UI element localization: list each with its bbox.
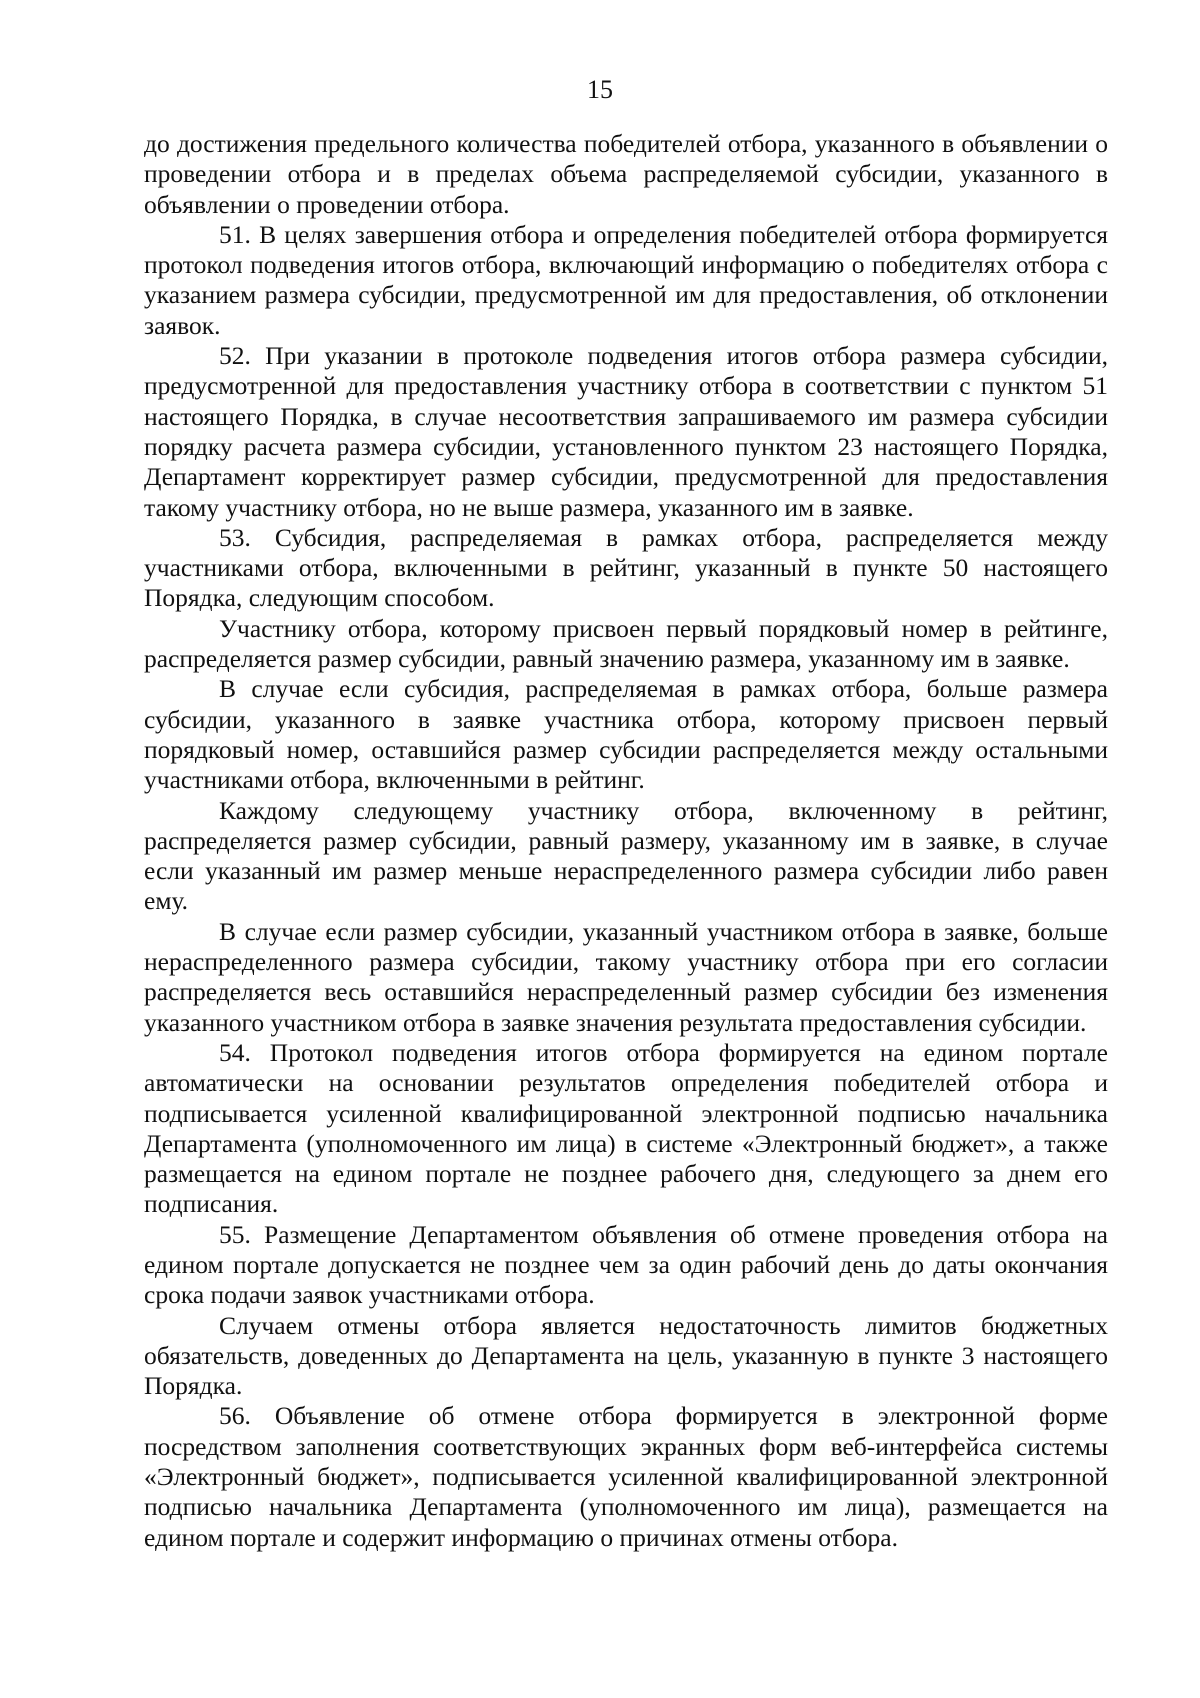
document-body [144, 129, 1108, 1553]
paragraph-55: 55. Размещение Департаментом объявления об отмене проведения отбора на едином портале допускается не позднее чем за один рабочий день до даты окончания срока подачи заявок участниками отбора. [144, 1219, 1108, 1310]
paragraph-continuation: до достижения предельного количества победителей отбора, указанного в объявлении о проведении отбора и в пределах объема распределяемой субсидии, указанного в объявлении о проведении отбора. [144, 129, 1108, 219]
page-number: 15 [587, 75, 613, 104]
paragraph-53-first-participant: Участнику отбора, которому присвоен первый порядковый номер в рейтинге, распределяется размер субсидии, равный значению размера, указанному им в заявке. [144, 613, 1108, 674]
paragraph-52: 52. При указании в протоколе подведения итогов отбора размера субсидии, предусмотренной для предоставления участнику отбора в соответствии с пунктом 51 настоящего Порядка, в случае несоответствия запрашиваемого им размера субсидии порядку расчета размера субсидии, установленного пунктом 23 настоящего Порядка, Департамент корректирует размер субсидии, предусмотренной для предоставления такому участнику отбора, но не выше размера, указанного им в заявке. [144, 341, 1108, 522]
paragraph-54: 54. Протокол подведения итогов отбора формируется на едином портале автоматически на основании результатов определения победителей отбора и подписывается усиленной квалифицированной электронной подписью начальника Департамента (уполномоченного им лица) в системе «Электронный бюджет», а также размещается на едином портале не позднее рабочего дня, следующего за днем его подписания. [144, 1037, 1108, 1219]
paragraph-53-remaining-subsidy: В случае если субсидия, распределяемая в рамках отбора, больше размера субсидии, указанного в заявке участника отбора, которому присвоен первый порядковый номер, оставшийся размер субсидии распределяется между остальными участниками отбора, включенными в рейтинг. [144, 674, 1108, 795]
paragraph-55-cancellation-case: Случаем отмены отбора является недостаточность лимитов бюджетных обязательств, доведенных до Департамента на цель, указанную в пункте 3 настоящего Порядка. [144, 1310, 1108, 1401]
paragraph-53: 53. Субсидия, распределяемая в рамках отбора, распределяется между участниками отбора, включенными в рейтинг, указанный в пункте 50 настоящего Порядка, следующим способом. [144, 522, 1108, 613]
paragraph-56: 56. Объявление об отмене отбора формируется в электронной форме посредством заполнения соответствующих экранных форм веб-интерфейса системы «Электронный бюджет», подписывается усиленной квалифицированной электронной подписью начальника Департамента (уполномоченного им лица), размещается на едином портале и содержит информацию о причинах отмены отбора. [144, 1401, 1108, 1552]
paragraph-51: 51. В целях завершения отбора и определения победителей отбора формируется протокол подведения итогов отбора, включающий информацию о победителях отбора с указанием размера субсидии, предусмотренной им для предоставления, об отклонении заявок. [144, 219, 1108, 340]
paragraph-53-next-participant: Каждому следующему участнику отбора, включенному в рейтинг, распределяется размер субсидии, равный размеру, указанному им в заявке, в случае если указанный им размер меньше нераспределенного размера субсидии либо равен ему. [144, 795, 1108, 916]
paragraph-53-exceeding-request: В случае если размер субсидии, указанный участником отбора в заявке, больше нераспределенного размера субсидии, такому участнику отбора при его согласии распределяется весь оставшийся нераспределенный размер субсидии без изменения указанного участником отбора в заявке значения результата предоставления субсидии. [144, 916, 1108, 1037]
